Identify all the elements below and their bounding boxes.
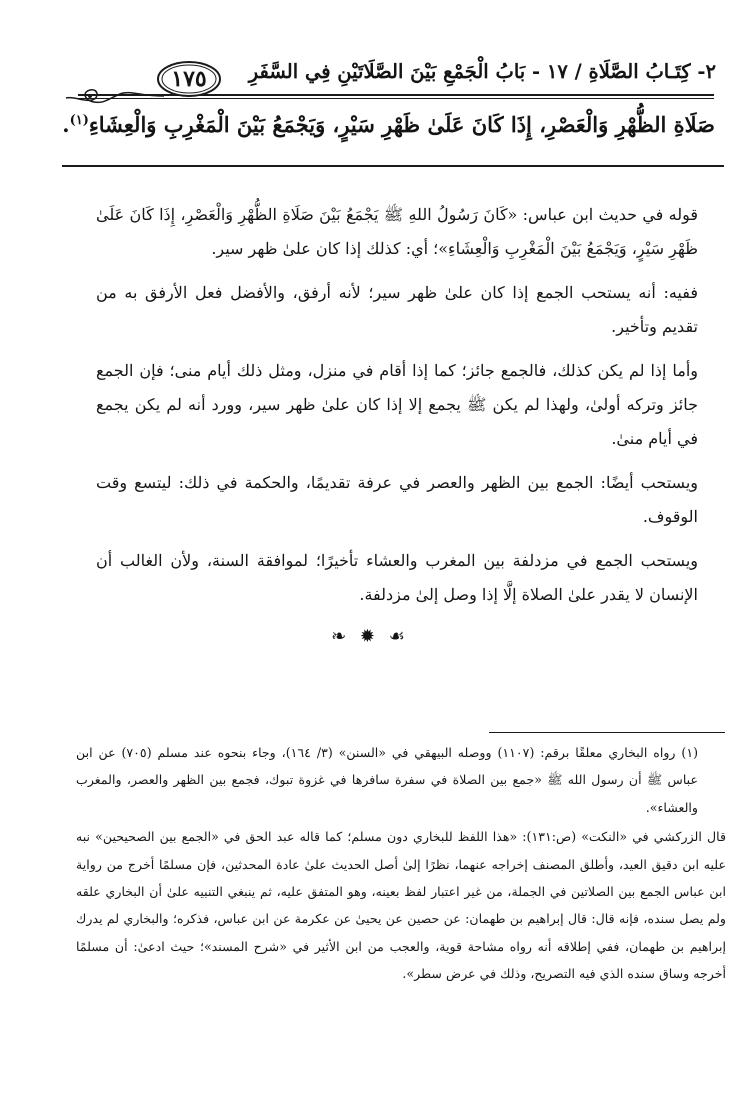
hadith-body: صَلَاةِ الظُّهْرِ وَالْعَصْرِ، إِذَا كَانَ عَلَىٰ ظَهْرِ سَيْرٍ، وَيَجْمَعُ بَيْنَ الْمَغْرِبِ وَالْعِشَاءِ xyxy=(88,112,715,137)
footnote-ref: (١) xyxy=(69,113,89,128)
header-rule-thin xyxy=(78,98,714,99)
page-header xyxy=(60,50,720,106)
footnote: (١) رواه البخاري معلقًا برقم: (١١٠٧) ووصله البيهقي في «السنن» (٣/ ١٦٤)، وجاء بنحوه عند مسلم (٧٠٥) عن ابن عباس ﷺ أن رسول الله ﷺ «جمع بين الصلاة في سفرة سافرها في غزوة تبوك، فجمع بين الظهر والعصر، والمغرب والعشاء». xyxy=(76,745,699,815)
paragraph: ويستحب الجمع في مزدلفة بين المغرب والعشاء تأخيرًا؛ لموافقة السنة، ولأن الغالب أن الإنسان لا يقدر علىٰ الصلاة إلَّا إذا وصل إلىٰ مزدلفة. xyxy=(96,551,698,604)
section-ornament-icon: ❧ ✹ ☙ xyxy=(331,626,409,647)
page-number-badge xyxy=(156,60,222,98)
paragraph: قوله في حديث ابن عباس: «كَانَ رَسُولُ اللهِ ﷺ يَجْمَعُ بَيْنَ صَلَاةِ الظُّهْرِ وَالْعَصْرِ، إِذَا كَانَ عَلَىٰ ظَهْرِ سَيْرٍ، وَيَجْمَعُ بَيْنَ الْمَغْرِبِ وَالْعِشَاءِ»؛ أي: كذلك إذا كان علىٰ ظهر سير. xyxy=(96,205,698,258)
page-number: ١٧٥ xyxy=(171,66,207,92)
footnotes xyxy=(76,739,726,988)
hadith-text: صَلَاةِ الظُّهْرِ وَالْعَصْرِ، إِذَا كَانَ عَلَىٰ ظَهْرِ سَيْرٍ، وَيَجْمَعُ بَيْنَ الْمَغْرِبِ وَالْعِشَاءِ$^{(١)}$. xyxy=(62,112,715,137)
paragraph: ففيه: أنه يستحب الجمع إذا كان علىٰ ظهر سير؛ لأنه أرفق، والأفضل فعل الأرفق به من تقديم وتأخير. xyxy=(96,283,699,336)
paragraph: ويستحب أيضًا: الجمع بين الظهر والعصر في عرفة تقديمًا، والحكمة في ذلك: ليتسع وقت الوقوف. xyxy=(96,473,699,526)
running-title: ٢- كِتَـابُ الصَّلَاةِ / ١٧ - بَابُ الْجَمْعِ بَيْنَ الصَّلَاتَيْنِ فِي السَّفَرِ xyxy=(248,60,716,83)
commentary xyxy=(96,198,726,622)
footnote-separator xyxy=(489,732,725,733)
footnote: قال الزركشي في «النكت» (ص:١٣١): «هذا اللفظ للبخاري دون مسلم؛ كما قاله عبد الحق في «الجمع بين الصحيحين» نبه عليه ابن دقيق العيد، وأطلق المصنف إخراجه عنهما، نظرًا إلىٰ أصل الحديث علىٰ عادة المحدثين، فإن مسلمًا أخرج من رواية ابن عباس الجمع بين الصلاتين في الجملة، من غير اعتبار لفظ بعينه، وهو المتفق عليه، ثم ينبغي التنبيه علىٰ أن البخاري علقه ولم يصل سنده، فإنه قال: قال إبراهيم بن طهمان: عن حصين عن يحيىٰ عن عكرمة عن ابن عباس، فذكره؛ والبخاري لم يدرك إبراهيم بن طهمان، ففي إطلاقه أنه رواه مشاحة قوية، والعجب من ابن الأثير في «شرح المسند»؛ حيث ادعىٰ: أن مسلمًا أخرجه وساق سنده الذي فيه التصريح، وذلك في عرض سطر». xyxy=(76,829,726,982)
paragraph: وأما إذا لم يكن كذلك، فالجمع جائز؛ كما إذا أقام في منزل، ومثل ذلك أيام منى؛ فإن الجمع جائز وتركه أولىٰ، ولهذا لم يكن ﷺ يجمع إلا إذا كان علىٰ ظهر سير، وورد أنه لم يكن يجمع في أيام منىٰ. xyxy=(96,361,698,448)
section-divider xyxy=(62,165,724,167)
